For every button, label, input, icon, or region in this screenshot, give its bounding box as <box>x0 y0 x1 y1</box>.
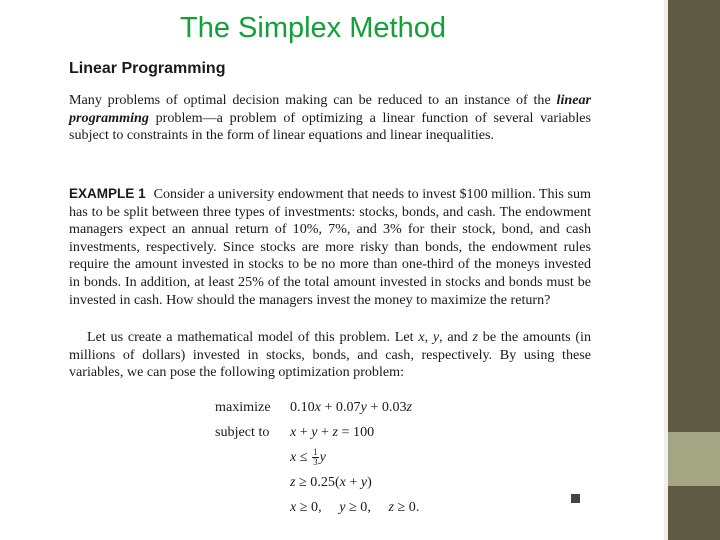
objective-var-y: y <box>360 399 367 415</box>
textbook-excerpt <box>62 54 606 520</box>
objective-term-3: + 0.03 <box>366 399 407 415</box>
objective-var-z: z <box>406 399 413 415</box>
end-of-example-mark <box>571 494 580 503</box>
model-intro-text-4: be the amounts (in millions of dollars) invested in stocks, bonds, and cash, respectively. By using these variables, we can pose the following optimization problem: <box>69 329 592 381</box>
c3-var-z: z <box>290 474 296 490</box>
c3-var-y: y <box>360 474 368 490</box>
maximize-label: maximize <box>215 399 271 415</box>
constraint-cash-minimum <box>290 470 372 495</box>
c3-op: + <box>345 474 361 490</box>
model-intro-text-3: , and <box>439 329 473 345</box>
intro-paragraph <box>69 92 591 145</box>
constraint-row-3 <box>215 470 515 495</box>
c4-text-2: ≥ 0, <box>345 499 389 515</box>
model-intro-text-2: , <box>424 329 433 345</box>
example-paragraph <box>69 185 591 309</box>
objective-row <box>215 395 515 420</box>
c2-var-y: y <box>319 449 326 465</box>
constraint-row-2 <box>215 445 515 470</box>
c4-text-1: ≥ 0, <box>296 499 340 515</box>
model-intro-paragraph <box>69 329 591 382</box>
section-heading: Linear Programming <box>69 60 226 77</box>
one-third-fraction <box>312 448 319 467</box>
model-var-x: x <box>418 329 425 345</box>
c1-op-1: + <box>296 424 312 440</box>
model-var-y: y <box>432 329 440 345</box>
intro-text-start: Many problems of optimal decision making can be reduced to an instance of the <box>69 92 557 108</box>
c4-text-3: ≥ 0. <box>394 499 420 515</box>
subject-to-label: subject to <box>215 424 270 440</box>
example-label: EXAMPLE 1 <box>69 186 146 201</box>
c1-var-z: z <box>332 424 339 440</box>
objective-function <box>290 395 412 420</box>
c1-op-2: + <box>317 424 333 440</box>
c1-var-x: x <box>290 424 297 440</box>
fraction-denominator: 3 <box>313 457 318 468</box>
c3-text-1: ≥ 0.25( <box>295 474 340 490</box>
side-bar-accent <box>668 432 720 486</box>
c4-var-x: x <box>290 499 297 515</box>
c2-var-x: x <box>290 449 297 465</box>
constraint-row-4 <box>215 495 515 520</box>
slide-title: The Simplex Method <box>180 12 446 44</box>
constraint-total <box>290 420 374 445</box>
optimization-problem <box>215 395 515 520</box>
objective-coef-1: 0.10 <box>290 399 315 415</box>
c4-var-y: y <box>339 499 346 515</box>
example-text: Consider a university endowment that needs to invest $100 million. This sum has to be split between three types of investments: stocks, bonds, and cash. The endowment managers expect an annual return of 10%, 7%, and 3% for their stock, bond, and cash investments, respectively. Since stocks are more risky than bonds, the endowment rules require the amount invested in stocks to be no more than one-third of the moneys invested in bonds. In addition, at least 25% of the total amount invested in stocks and bonds must be invested in cash. How should the managers invest the money to maximize the return? <box>69 186 591 308</box>
constraint-stock-limit <box>290 445 326 470</box>
c1-var-y: y <box>311 424 318 440</box>
model-intro-text-1: Let us create a mathematical model of this problem. Let <box>87 329 419 345</box>
constraint-nonnegativity <box>290 495 419 520</box>
objective-var-x: x <box>314 399 321 415</box>
intro-term: linear programming <box>69 92 591 126</box>
c4-var-z: z <box>388 499 394 515</box>
c3-text-2: ) <box>367 474 372 490</box>
c3-var-x: x <box>339 474 346 490</box>
objective-term-2: + 0.07 <box>320 399 361 415</box>
c1-rhs: = 100 <box>338 424 375 440</box>
c2-relation: ≤ <box>296 449 312 465</box>
constraint-row-1 <box>215 420 515 445</box>
intro-text-end: problem—a problem of optimizing a linear function of several variables subject to constraints in the form of linear equations and linear inequalities. <box>69 109 591 144</box>
fraction-numerator: 1 <box>313 447 318 458</box>
model-var-z: z <box>472 329 479 345</box>
